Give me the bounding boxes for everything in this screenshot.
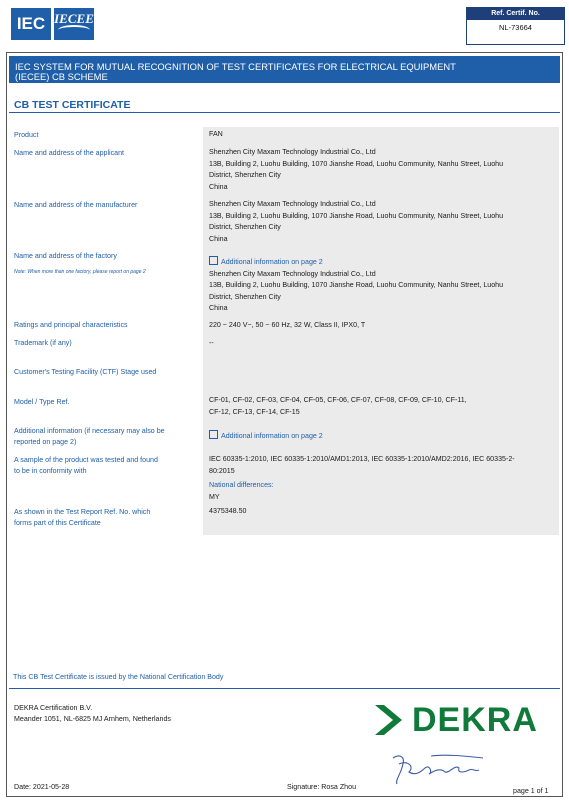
- model-value: CF-01, CF-02, CF-03, CF-04, CF-05, CF-06, CF-07, CF-08, CF-09, CF-10, CF-11, CF-12, CF-13, CF-14, CF-15: [209, 396, 467, 416]
- additional-info-checkbox[interactable]: Additional information on page 2: [209, 430, 554, 443]
- iec-logo: IEC: [11, 8, 51, 40]
- cert-number-label: Ref. Certif. No.: [467, 8, 564, 20]
- report-label: As shown in the Test Report Ref. No. which forms part of this Certificate: [14, 508, 151, 527]
- national-differences-label: National differences:: [209, 481, 274, 489]
- factory-value: Additional information on page 2 Shenzhen City Maxam Technology Industrial Co., Ltd 13B, Building 2, Luohu Building, 1070 Jianshe Road, Luohu Community, Nanhu Street, Luohu District, Shenzhen City China: [209, 256, 554, 315]
- banner-line-2: (IECEE) CB SCHEME: [15, 71, 108, 82]
- ctf-label: Customer's Testing Facility (CTF) Stage used: [14, 368, 157, 376]
- applicant-label: Name and address of the applicant: [14, 149, 125, 157]
- title-divider: [9, 112, 560, 113]
- checkbox-icon[interactable]: [209, 430, 218, 439]
- report-value: 4375348.50: [209, 507, 247, 515]
- ratings-value: 220 ~ 240 V~, 50 ~ 60 Hz, 32 W, Class II, IPX0, T: [209, 321, 366, 329]
- scheme-banner: [9, 56, 560, 83]
- handwritten-signature: [385, 750, 495, 786]
- product-label: Product: [14, 131, 39, 139]
- manufacturer-value: Shenzhen City Maxam Technology Industrial Co., Ltd 13B, Building 2, Luohu Building, 1070 Jianshe Road, Luohu Community, Nanhu Street, Luohu District, Shenzhen City China: [209, 200, 504, 243]
- certificate-title: CB TEST CERTIFICATE: [14, 99, 131, 111]
- sample-value: IEC 60335-1:2010, IEC 60335-1:2010/AMD1:2013, IEC 60335-1:2010/AMD2:2016, IEC 60335-2- 80:2015 National differences: MY: [209, 454, 554, 503]
- checkbox-icon[interactable]: [209, 256, 218, 265]
- ncb-name: DEKRA Certification B.V.: [14, 704, 93, 712]
- factory-label: Name and address of the factory: [14, 252, 117, 260]
- page-number: page 1 of 1: [513, 787, 549, 795]
- product-value: FAN: [209, 130, 223, 138]
- manufacturer-label: Name and address of the manufacturer: [14, 201, 138, 209]
- trademark-value: --: [209, 339, 214, 347]
- sample-label: A sample of the product was tested and found to be in conformity with: [14, 456, 158, 475]
- model-label: Model / Type Ref.: [14, 398, 70, 406]
- certificate-number-box: [466, 7, 565, 45]
- cert-number-value: NL-73664: [499, 23, 532, 32]
- factory-additional-checkbox[interactable]: Additional information on page 2: [209, 256, 554, 269]
- banner-line-1: IEC SYSTEM FOR MUTUAL RECOGNITION OF TEST CERTIFICATES FOR ELECTRICAL EQUIPMENT: [15, 61, 456, 72]
- ratings-label: Ratings and principal characteristics: [14, 321, 128, 329]
- dekra-logo: DEKRA: [372, 697, 542, 743]
- trademark-label: Trademark (if any): [14, 339, 72, 347]
- issued-by-text: This CB Test Certificate is issued by the National Certification Body: [13, 673, 224, 681]
- dekra-chevron-icon: [372, 697, 412, 743]
- additional-info-label: Additional information (if necessary may also be reported on page 2): [14, 427, 165, 446]
- signature-label: Signature: Rosa Zhou: [287, 783, 357, 791]
- iecee-logo: IECEE: [54, 8, 94, 40]
- applicant-value: Shenzhen City Maxam Technology Industrial Co., Ltd 13B, Building 2, Luohu Building, 1070 Jianshe Road, Luohu Community, Nanhu Street, Luohu District, Shenzhen City China: [209, 148, 504, 191]
- issue-date: Date: 2021-05-28: [14, 783, 70, 791]
- footer-divider: [9, 688, 560, 689]
- national-differences-value: MY: [209, 492, 220, 501]
- factory-note: Note: When more than one factory, please report on page 2: [14, 269, 146, 275]
- ncb-address: [14, 703, 171, 725]
- ncb-street: Meander 1051, NL-6825 MJ Arnhem, Netherlands: [14, 715, 171, 723]
